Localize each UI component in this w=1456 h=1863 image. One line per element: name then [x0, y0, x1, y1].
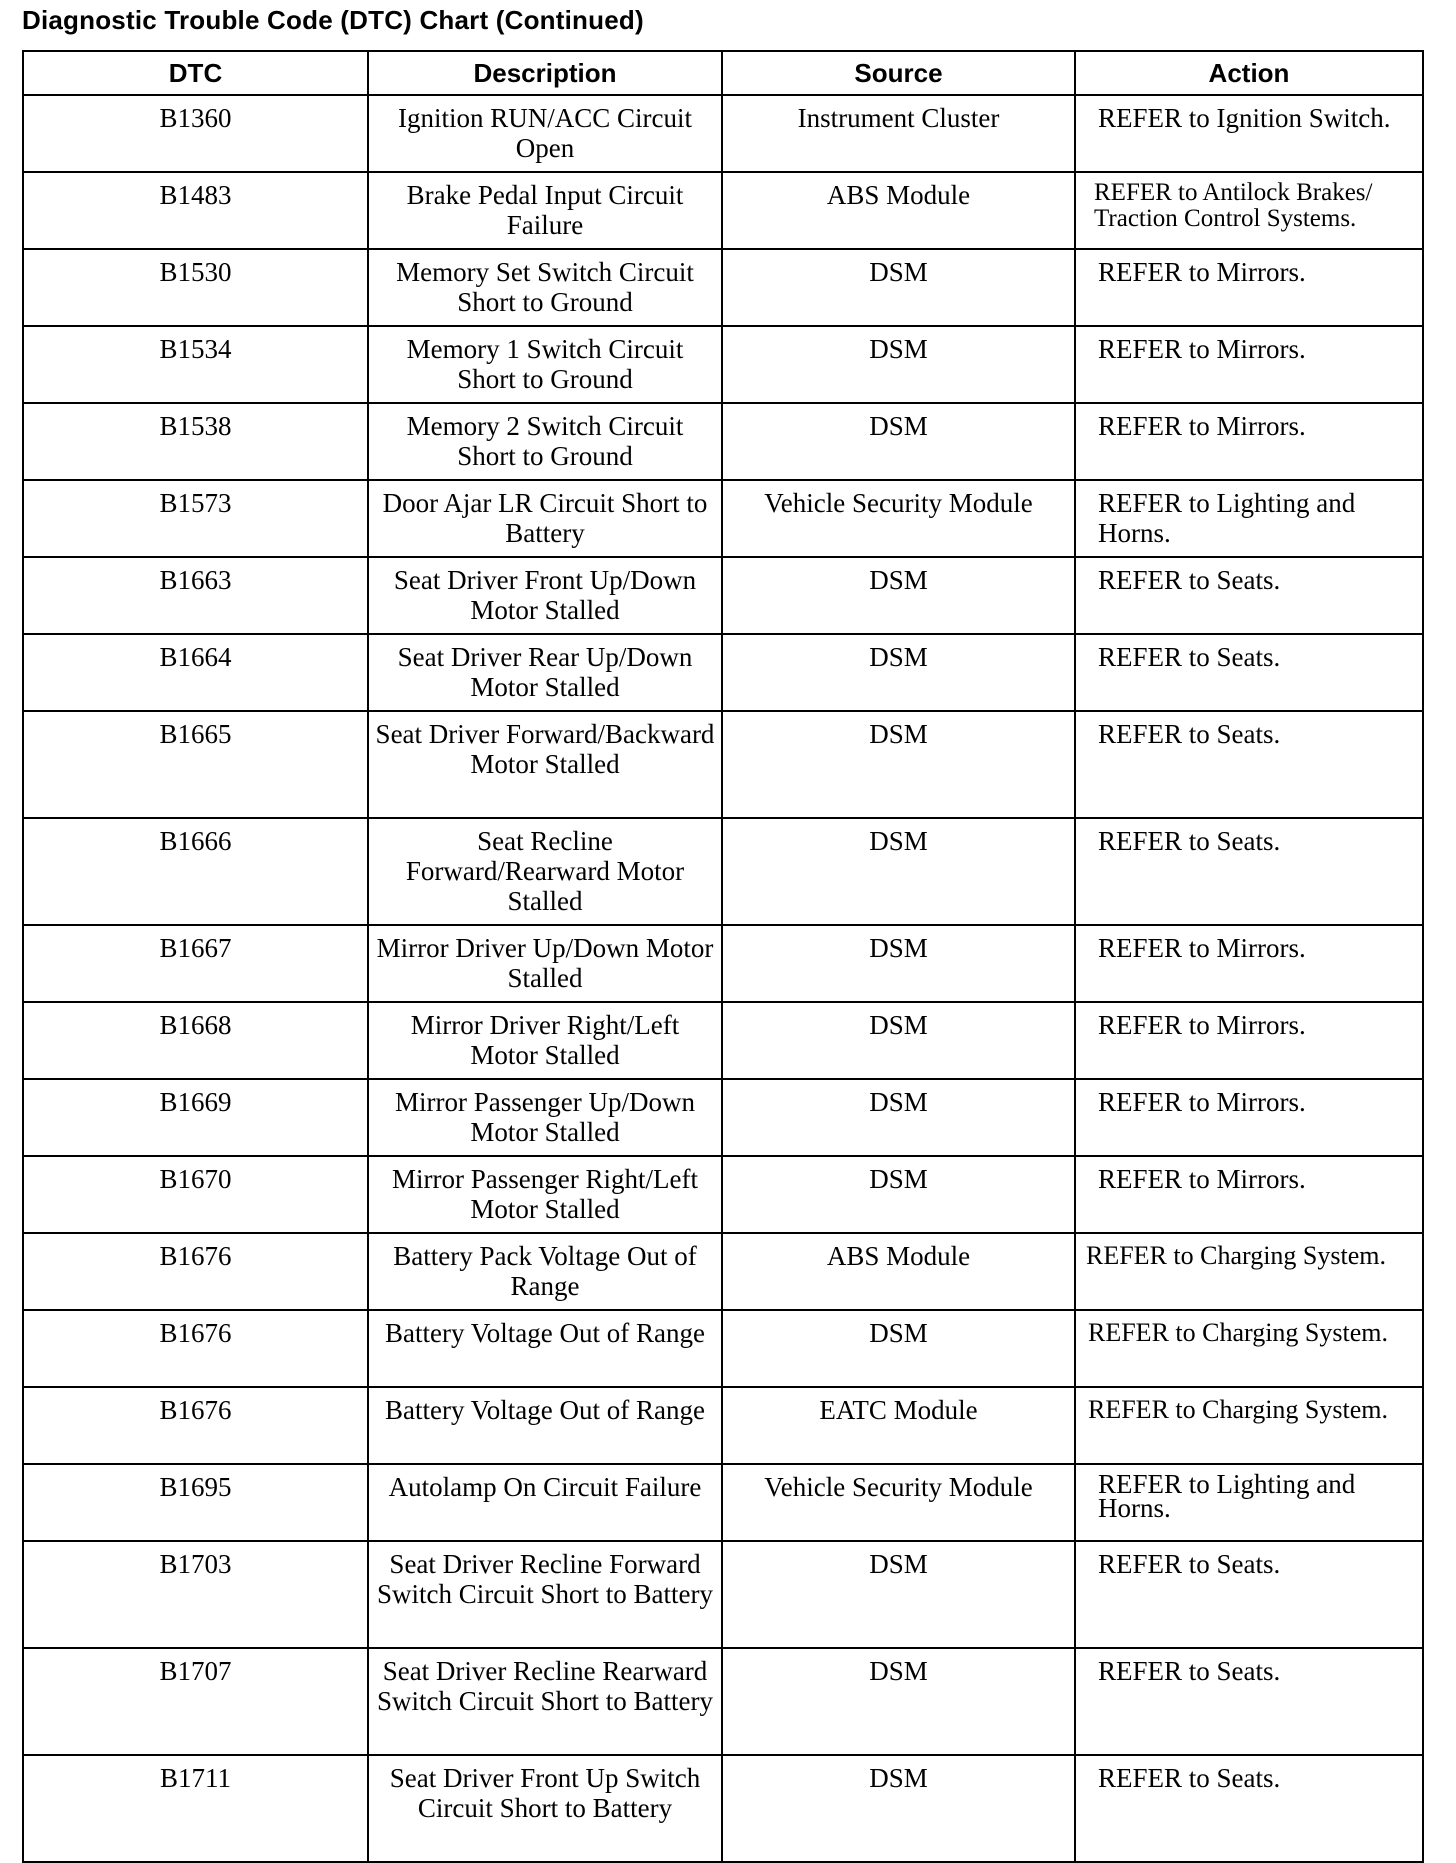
description-cell: Battery Pack Voltage Out of Range	[368, 1233, 722, 1310]
source-cell: DSM	[722, 1002, 1075, 1079]
header-description: Description	[368, 51, 722, 95]
description-cell: Memory 2 Switch Circuit Short to Ground	[368, 403, 722, 480]
table-row	[23, 557, 1423, 634]
dtc-cell: B1703	[23, 1541, 368, 1648]
description-cell: Battery Voltage Out of Range	[368, 1310, 722, 1387]
header-action: Action	[1075, 51, 1423, 95]
table-row	[23, 403, 1423, 480]
table-row	[23, 818, 1423, 925]
header-row	[23, 51, 1423, 95]
description-cell: Memory 1 Switch Circuit Short to Ground	[368, 326, 722, 403]
dtc-cell: B1711	[23, 1755, 368, 1862]
table-row	[23, 95, 1423, 172]
action-cell: REFER to Mirrors.	[1075, 326, 1423, 403]
description-cell: Seat Driver Front Up/Down Motor Stalled	[368, 557, 722, 634]
header-dtc: DTC	[23, 51, 368, 95]
source-cell: DSM	[722, 1156, 1075, 1233]
action-cell: REFER to Mirrors.	[1075, 925, 1423, 1002]
action-cell: REFER to Charging System.	[1075, 1233, 1423, 1310]
table-row	[23, 480, 1423, 557]
dtc-cell: B1676	[23, 1310, 368, 1387]
dtc-cell: B1667	[23, 925, 368, 1002]
table-row	[23, 634, 1423, 711]
description-cell: Battery Voltage Out of Range	[368, 1387, 722, 1464]
table-row	[23, 1464, 1423, 1541]
source-cell: Vehicle Security Module	[722, 1464, 1075, 1541]
dtc-cell: B1538	[23, 403, 368, 480]
dtc-cell: B1676	[23, 1233, 368, 1310]
source-cell: DSM	[722, 634, 1075, 711]
table-row	[23, 1079, 1423, 1156]
description-cell: Seat Driver Front Up Switch Circuit Short to Battery	[368, 1755, 722, 1862]
dtc-cell: B1668	[23, 1002, 368, 1079]
dtc-cell: B1707	[23, 1648, 368, 1755]
description-cell: Mirror Passenger Up/Down Motor Stalled	[368, 1079, 722, 1156]
source-cell: DSM	[722, 818, 1075, 925]
dtc-cell: B1663	[23, 557, 368, 634]
dtc-cell: B1666	[23, 818, 368, 925]
action-cell: REFER to Charging System.	[1075, 1387, 1423, 1464]
dtc-cell: B1670	[23, 1156, 368, 1233]
dtc-cell: B1695	[23, 1464, 368, 1541]
table-row	[23, 1156, 1423, 1233]
description-cell: Seat Driver Forward/Backward Motor Stalled	[368, 711, 722, 818]
table-row	[23, 1387, 1423, 1464]
description-cell: Seat Recline Forward/Rearward Motor Stalled	[368, 818, 722, 925]
action-cell: REFER to Mirrors.	[1075, 1156, 1423, 1233]
dtc-cell: B1534	[23, 326, 368, 403]
table-row	[23, 326, 1423, 403]
description-cell: Mirror Driver Right/Left Motor Stalled	[368, 1002, 722, 1079]
description-cell: Brake Pedal Input Circuit Failure	[368, 172, 722, 249]
table-row	[23, 1648, 1423, 1755]
action-cell: REFER to Seats.	[1075, 1648, 1423, 1755]
action-cell: REFER to Seats.	[1075, 711, 1423, 818]
dtc-cell: B1573	[23, 480, 368, 557]
description-cell: Mirror Driver Up/Down Motor Stalled	[368, 925, 722, 1002]
source-cell: DSM	[722, 1541, 1075, 1648]
source-cell: Instrument Cluster	[722, 95, 1075, 172]
source-cell: ABS Module	[722, 172, 1075, 249]
dtc-cell: B1360	[23, 95, 368, 172]
dtc-cell: B1676	[23, 1387, 368, 1464]
action-cell: REFER to Mirrors.	[1075, 403, 1423, 480]
source-cell: DSM	[722, 711, 1075, 818]
action-cell: REFER to Mirrors.	[1075, 249, 1423, 326]
description-cell: Seat Driver Rear Up/Down Motor Stalled	[368, 634, 722, 711]
action-cell: REFER to Mirrors.	[1075, 1079, 1423, 1156]
description-cell: Seat Driver Recline Rearward Switch Circuit Short to Battery	[368, 1648, 722, 1755]
source-cell: DSM	[722, 1310, 1075, 1387]
source-cell: DSM	[722, 925, 1075, 1002]
page-title: Diagnostic Trouble Code (DTC) Chart (Continued)	[22, 5, 644, 35]
action-cell: REFER to Seats.	[1075, 634, 1423, 711]
table-row	[23, 172, 1423, 249]
dtc-cell: B1483	[23, 172, 368, 249]
description-cell: Seat Driver Recline Forward Switch Circuit Short to Battery	[368, 1541, 722, 1648]
action-cell: REFER to Lighting and Horns.	[1075, 1464, 1423, 1541]
source-cell: DSM	[722, 249, 1075, 326]
action-cell: REFER to Charging System.	[1075, 1310, 1423, 1387]
source-cell: DSM	[722, 1755, 1075, 1862]
table-row	[23, 711, 1423, 818]
table-row	[23, 249, 1423, 326]
description-cell: Autolamp On Circuit Failure	[368, 1464, 722, 1541]
source-cell: ABS Module	[722, 1233, 1075, 1310]
action-cell: REFER to Seats.	[1075, 557, 1423, 634]
table-row	[23, 1002, 1423, 1079]
header-source: Source	[722, 51, 1075, 95]
table-row	[23, 1541, 1423, 1648]
source-cell: EATC Module	[722, 1387, 1075, 1464]
description-cell: Ignition RUN/ACC Circuit Open	[368, 95, 722, 172]
source-cell: DSM	[722, 403, 1075, 480]
action-cell: REFER to Seats.	[1075, 1755, 1423, 1862]
source-cell: DSM	[722, 1079, 1075, 1156]
description-cell: Door Ajar LR Circuit Short to Battery	[368, 480, 722, 557]
action-cell: REFER to Lighting and Horns.	[1075, 480, 1423, 557]
table-row	[23, 925, 1423, 1002]
description-cell: Mirror Passenger Right/Left Motor Stalled	[368, 1156, 722, 1233]
source-cell: DSM	[722, 326, 1075, 403]
dtc-cell: B1530	[23, 249, 368, 326]
action-cell: REFER to Ignition Switch.	[1075, 95, 1423, 172]
action-cell: REFER to Antilock Brakes/ Traction Control Systems.	[1075, 172, 1423, 249]
action-cell: REFER to Seats.	[1075, 1541, 1423, 1648]
description-cell: Memory Set Switch Circuit Short to Ground	[368, 249, 722, 326]
action-cell: REFER to Seats.	[1075, 818, 1423, 925]
dtc-cell: B1669	[23, 1079, 368, 1156]
source-cell: DSM	[722, 557, 1075, 634]
dtc-cell: B1664	[23, 634, 368, 711]
source-cell: Vehicle Security Module	[722, 480, 1075, 557]
action-cell: REFER to Mirrors.	[1075, 1002, 1423, 1079]
table-row	[23, 1233, 1423, 1310]
dtc-table	[22, 50, 1424, 1863]
dtc-cell: B1665	[23, 711, 368, 818]
source-cell: DSM	[722, 1648, 1075, 1755]
table-row	[23, 1310, 1423, 1387]
